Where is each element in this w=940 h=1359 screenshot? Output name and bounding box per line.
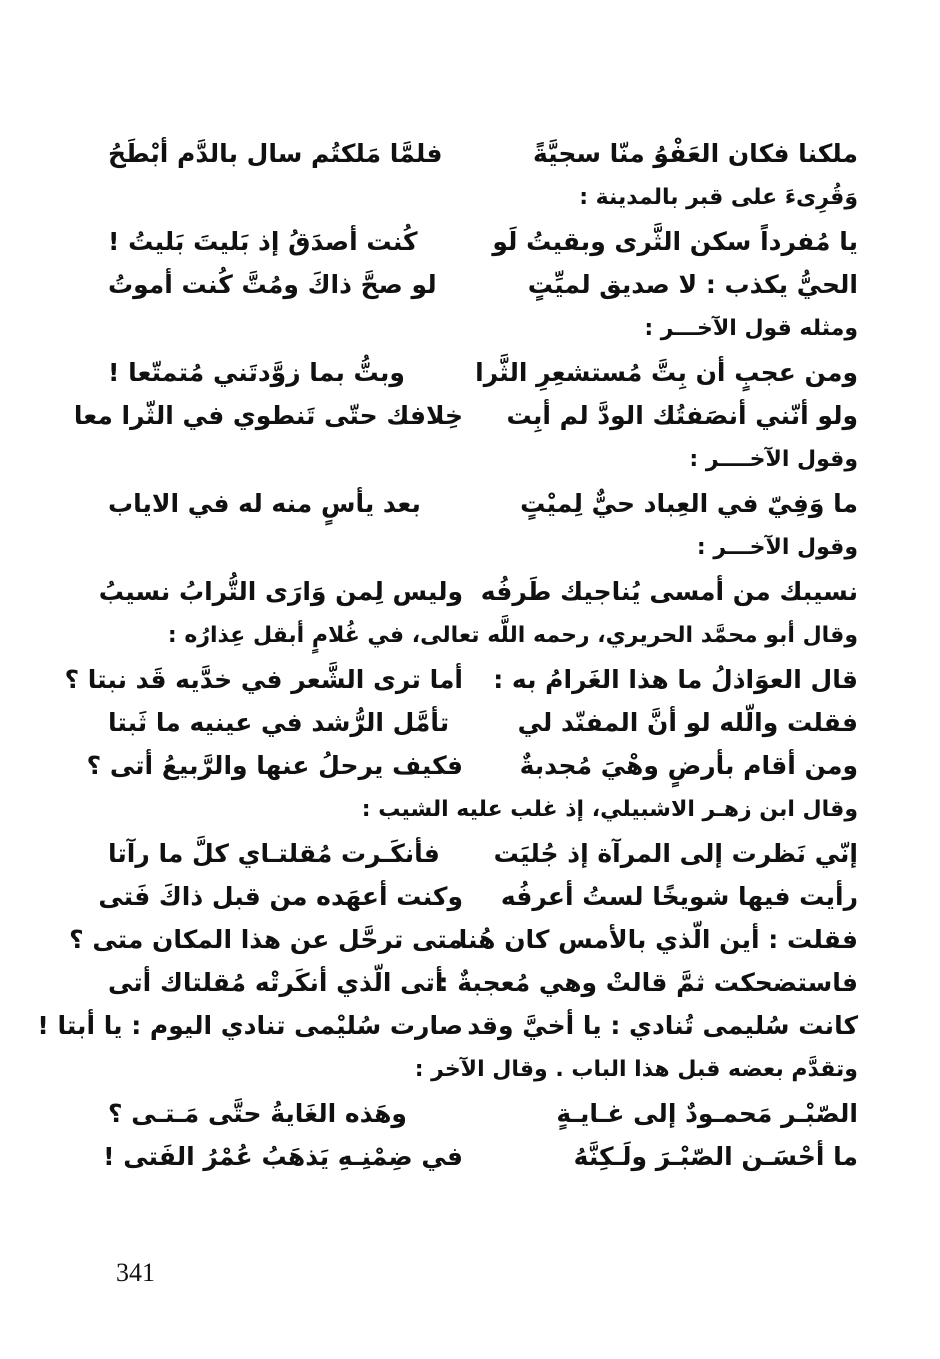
verse-first-hemistich: ومن أقام بأرضٍ وهْيَ مُجدبةٌ — [519, 751, 858, 780]
verse-line — [86, 744, 858, 787]
page-body — [37, 132, 858, 1178]
prose-line: وقال أبو محمَّد الحريري، رحمه اللَّه تعالى، في غُلامٍ أبقل عِذارُه : — [167, 623, 858, 648]
prose-line: وقول الآخــــر : — [689, 447, 858, 472]
verse-line — [103, 1135, 858, 1178]
verse-line — [108, 351, 858, 394]
verse-line — [37, 1004, 858, 1047]
verse-first-hemistich: فاستضحكت ثمَّ قالتْ وهي مُعجبةٌ : — [438, 968, 858, 997]
verse-line — [69, 918, 858, 961]
page-number: 341 — [116, 1258, 155, 1287]
verse-first-hemistich: يا مُفرداً سكن الثَّرى وبقيتُ لَو — [492, 227, 858, 256]
verse-second-hemistich: وبتُّ بما زوَّدتَني مُتمتّعا ! — [108, 358, 405, 387]
verse-line — [108, 832, 858, 875]
verse-first-hemistich: رأيت فيها شويخًا لستُ أعرفُه — [500, 882, 858, 911]
verse-first-hemistich: ما أحْسَـن الصّبْـرَ ولَـكِنَّهُ — [573, 1142, 858, 1171]
verse-second-hemistich: أتى الّذي أنكَرتْه مُقلتاك أتى — [108, 968, 444, 997]
verse-line — [108, 961, 858, 1004]
verse-second-hemistich: أما ترى الشَّعر في خدَّيه قَد نبتا ؟ — [64, 665, 463, 694]
verse-first-hemistich: الحيُّ يكذب : لا صديق لميِّتٍ — [527, 270, 858, 299]
verse-line — [108, 482, 858, 525]
verse-line — [108, 132, 858, 175]
verse-first-hemistich: ما وَفِيّ في العِباد حيٌّ لِميْتٍ — [520, 489, 858, 518]
prose-line: ومثله قول الآخـــر : — [644, 316, 858, 341]
verse-line — [108, 1092, 858, 1135]
verse-line — [98, 570, 858, 613]
prose-line: وقول الآخـــر : — [696, 535, 858, 560]
verse-second-hemistich: فأنكَـرت مُقلتـاي كلَّ ما رآتا — [108, 839, 440, 868]
verse-second-hemistich: صارت سُليْمى تنادي اليوم : يا أبتا ! — [37, 1011, 463, 1040]
verse-line — [108, 701, 858, 744]
verse-line — [64, 658, 858, 701]
verse-second-hemistich: وكنت أعهَده من قبل ذاكَ فَتى — [98, 882, 463, 911]
verse-second-hemistich: وهَذه الغَايةُ حتَّى مَـتـى ؟ — [108, 1099, 407, 1128]
verse-first-hemistich: ملكنا فكان العَفْوُ منّا سجيَّةً — [532, 139, 858, 168]
verse-first-hemistich: فقلت والّله لو أنَّ المفنّد لي — [517, 708, 858, 737]
verse-first-hemistich: كانت سُليمى تُنادي : يا أخيَّ وقد — [467, 1011, 858, 1040]
verse-first-hemistich: فقلت : أين الّذي بالأمس كان هُنا — [458, 925, 858, 954]
verse-second-hemistich: كُنت أصدَقُ إذ بَليتَ بَليتُ ! — [108, 227, 418, 256]
verse-second-hemistich: في ضِمْنِـهِ يَذهَبُ عُمْرُ الفَتى ! — [103, 1142, 463, 1171]
verse-second-hemistich: خِلافك حتّى تَنطوي في الثّرا معا — [73, 401, 463, 430]
prose-line: وَقُرِىءَ على قبر بالمدينة : — [579, 185, 858, 210]
verse-first-hemistich: إنّي نَظرت إلى المرآة إذ جُليَت — [493, 839, 858, 868]
verse-second-hemistich: بعد يأسٍ منه له في الاياب — [108, 489, 421, 518]
verse-first-hemistich: ولو أنّني أنصَفتُك الودَّ لم أبِت — [506, 401, 858, 430]
verse-second-hemistich: فكيف يرحلُ عنها والرَّبيعُ أتى ؟ — [86, 751, 463, 780]
verse-first-hemistich: الصّبْـر مَحمـودٌ إلى غـايـةٍ — [556, 1099, 858, 1128]
verse-second-hemistich: فلمَّا مَلكتُم سال بالدَّم أبْطَحُ — [108, 139, 443, 168]
verse-second-hemistich: لو صحَّ ذاكَ ومُتَّ كُنت أموتُ — [108, 270, 437, 299]
prose-line: وقال ابن زهـر الاشبيلي، إذ غلب عليه الشيب : — [361, 797, 858, 822]
verse-second-hemistich: تأمَّل الرُّشد في عينيه ما ثَبتا — [108, 708, 450, 737]
verse-line — [73, 394, 858, 437]
verse-first-hemistich: قال العوَاذلُ ما هذا الغَرامُ به : — [493, 665, 858, 694]
verse-second-hemistich: وليس لِمن وَارَى التُّرابُ نسيبُ — [98, 577, 463, 606]
verse-line — [108, 220, 858, 263]
verse-second-hemistich: متى ترحَّل عن هذا المكان متى ؟ — [69, 925, 463, 954]
verse-first-hemistich: ومن عجبٍ أن بِتَّ مُستشعِرِ الثَّرا — [475, 358, 858, 387]
verse-first-hemistich: نسيبك من أمسى يُناجيك طَرفُه — [480, 577, 858, 606]
verse-line — [108, 263, 858, 306]
verse-line — [98, 875, 858, 918]
prose-line: وتقدَّم بعضه قبل هذا الباب . وقال الآخر : — [414, 1057, 858, 1082]
